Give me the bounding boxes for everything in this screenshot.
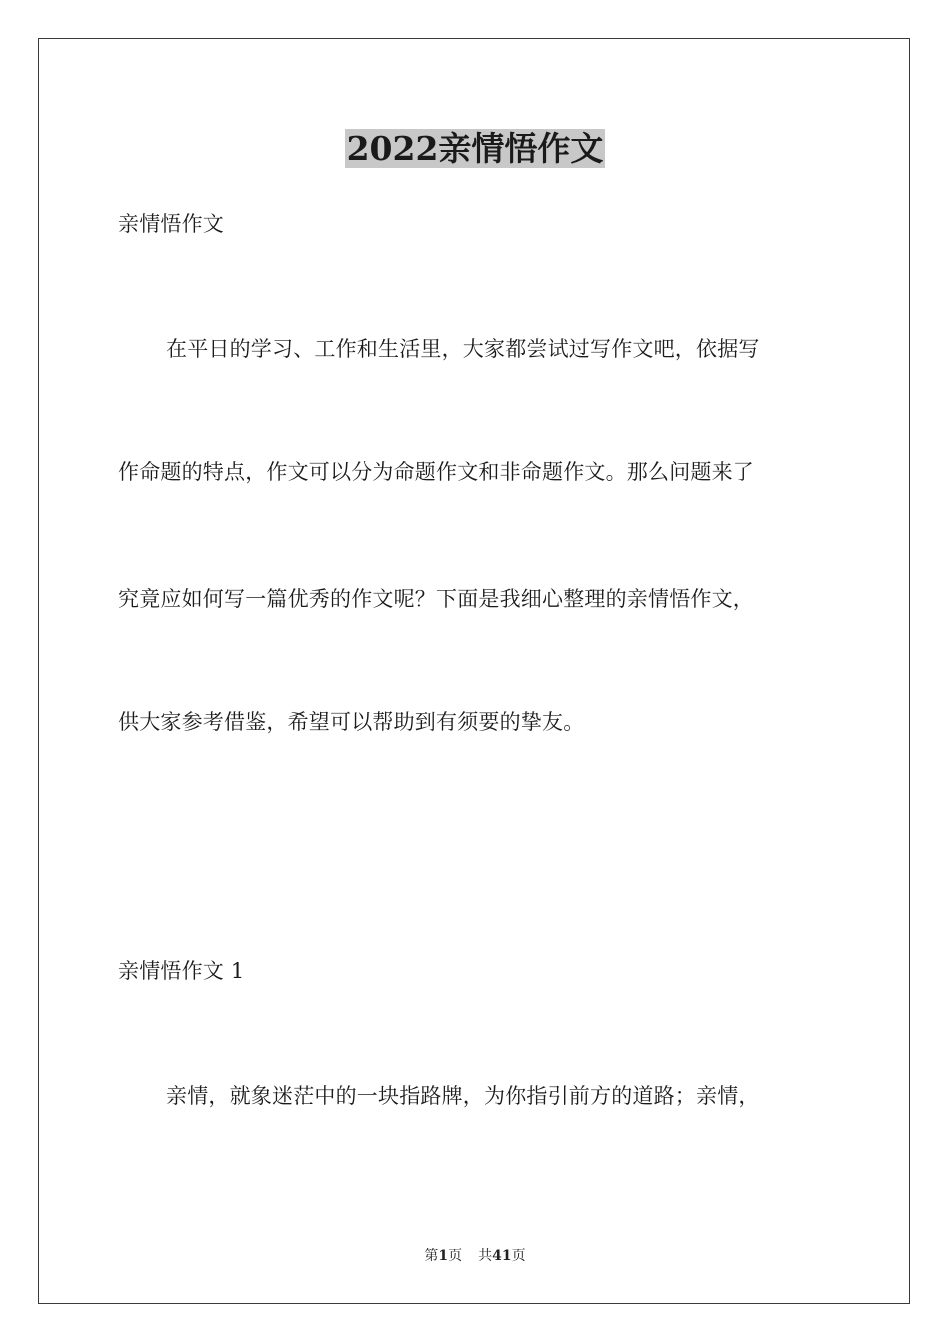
- document-title: [0, 124, 950, 174]
- total-suffix: 页: [511, 1248, 526, 1264]
- intro-paragraph-line: 在平日的学习、工作和生活里，大家都尝试过写作文吧，依据写: [166, 337, 760, 361]
- page-total-number: 41: [492, 1248, 512, 1264]
- page-current-number: 1: [438, 1248, 449, 1264]
- total-prefix: 共: [478, 1248, 493, 1264]
- section-heading: 亲情悟作文 1: [118, 959, 245, 983]
- document-subtitle: 亲情悟作文: [118, 212, 224, 236]
- intro-paragraph-line: 供大家参考借鉴，希望可以帮助到有须要的挚友。: [118, 710, 585, 734]
- section-paragraph-line: 亲情，就象迷茫中的一块指路牌，为你指引前方的道路；亲情，: [166, 1084, 760, 1108]
- page-footer: [0, 1246, 950, 1266]
- intro-paragraph-line: 作命题的特点，作文可以分为命题作文和非命题作文。那么问题来了: [118, 460, 754, 484]
- intro-paragraph-line: 究竟应如何写一篇优秀的作文呢？下面是我细心整理的亲情悟作文，: [118, 587, 754, 611]
- page-prefix: 第: [424, 1248, 439, 1264]
- document-title-text: 2022亲情悟作文: [346, 129, 604, 168]
- page-suffix: 页: [448, 1248, 463, 1264]
